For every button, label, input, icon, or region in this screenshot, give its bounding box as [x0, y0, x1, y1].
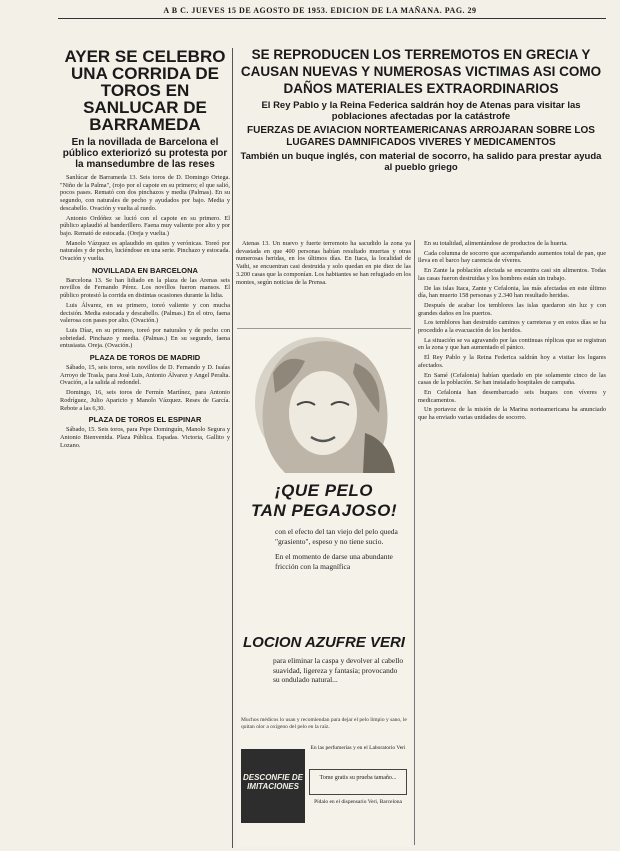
ad-headline-line1: ¡QUE PELO	[274, 481, 373, 500]
earthquake-deck-ship: También un buque inglés, con material de socorro, ha salido para prestar ayuda al pueblo griego	[240, 151, 602, 173]
right-paragraph: En su totalidad, alimentándose de productos de la huerta.	[424, 240, 568, 247]
left-paragraph: Sanlúcar de Barrameda 13. Seis toros de D. Domingo Ortega. "Niño de la Palma", (rojo por el capote en su primero; el que salió, pocos pases. Remató con dos pinchazos y media (Palmas). En su segundo, con naturales de pecho y ayudados por bajo. Media y descabello. Ovación y vuelta al ruedo.	[60, 174, 230, 212]
ad-copy-1: con el efecto del tan viejo del pelo queda "grasiento", espeso y no tiene sucio.	[275, 527, 398, 546]
running-head: A B C. JUEVES 15 DE AGOSTO DE 1953. EDICION DE LA MAÑANA. PAG. 29	[163, 6, 477, 15]
left-paragraph: Sábado, 15, seis toros, seis novillos de D. Fernando y D. Isaías Arroyo de Trasla, para José Luis, Antonio Álvarez y Angel Peralta. Ovación, a la salida al redondel.	[60, 364, 230, 387]
ad-headline-line2: TAN PEGAJOSO!	[251, 501, 397, 520]
left-column	[60, 48, 230, 848]
section-head-espinar: PLAZA DE TOROS EL ESPINAR	[88, 415, 202, 425]
left-paragraph: Barcelona 13. Se han lidiado en la plaza de las Arenas seis novillos de Fernando Pérez. Los novillos fueron mansos. El público protestó la corrida en distintas ocasiones durante la lidia.	[60, 276, 230, 300]
right-paragraph: De las islas Itaca, Zante y Cefalonia, las más afectadas en este último día, han muerto 158 personas y 2.340 han resultado heridas.	[418, 284, 606, 300]
earthquake-story-header	[236, 46, 606, 175]
right-paragraph: El Rey Pablo y la Reina Federica saldrán hoy a visitar los lugares afectados.	[418, 354, 606, 369]
left-paragraph: Antonio Ordóñez se lució con el capote en su primero. El público aplaudió al banderillero. Faena muy valiente por alto y por bajo. Remató de estocada. (Oreja y vuelta.)	[60, 214, 230, 237]
right-paragraph: En Cefalonia han desembarcado seis buques con víveres y medicamentos.	[418, 388, 606, 404]
hair-lotion-advertisement	[237, 328, 411, 847]
left-headline: AYER SE CELEBRO UNA CORRIDA DE TOROS EN SANLUCAR DE BARRAMEDA	[64, 48, 226, 134]
left-paragraph: Domingo, 16, seis toros de Fermín Martínez, para Antonio Rodríguez, Julio Aparicio y Manolo Vázquez. Reses de García. Rebote a las 6,30.	[60, 389, 230, 412]
ad-address: Pídalo en el dispensario Veri, Barcelona	[314, 799, 402, 805]
right-paragraph: En Zante la población afectada se encuentra casi sin alimentos. Todas las casas fueron destruidas y los hombres están sin trabajo.	[418, 267, 606, 282]
right-paragraph: Un portavoz de la misión de la Marina norteamericana ha anunciado que ha enviado varias unidades de socorro.	[418, 406, 606, 422]
earthquake-deck-king: El Rey Pablo y la Reina Federica saldrán hoy de Atenas para visitar las poblaciones afectadas por la catástrofe	[261, 100, 581, 122]
ad-sample-box: Tome gratis su prueba tamaño...	[309, 769, 407, 795]
left-paragraph: Luis Álvarez, en su primero, toreó valiente y con mucha decisión. Media estocada y descabello. (Palmas.) En el otro, faena valerosa con pases por alto. (Ovación.)	[60, 301, 230, 325]
ad-copy	[275, 527, 403, 571]
ad-footnote: Muchos médicos lo usan y recomiendan para dejar el pelo limpio y sano, le quitan olor a oxígeno del pelo en la raíz.	[241, 717, 407, 730]
section-head-barcelona: NOVILLADA EN BARCELONA	[92, 265, 198, 275]
right-paragraph: Después de acabar los temblores las islas quedaron sin luz y con grandes daños en los puertos.	[418, 301, 606, 317]
section-head-madrid: PLAZA DE TOROS DE MADRID	[89, 353, 201, 363]
earthquake-lead-paragraph: Atenas 13. Un nuevo y fuerte terremoto ha sacudido la zona ya devastada en que 400 personas habían resultado muertas y otras numerosas heridas, en los últimos días. En Itaca, la localidad de Vathi, se encuentran casi destruida y solo quedan en pie diez de las 3.200 casas que la componían. Los habitantes se han refugiado en los montes, según noticias de la Prensa.	[236, 240, 411, 286]
column-divider	[232, 48, 233, 848]
earthquake-lead	[236, 240, 411, 320]
right-paragraph: La situación se va agravando por las continuas réplicas que se registran en la zona y que han aumentado el pánico.	[418, 336, 606, 352]
column-divider	[414, 240, 415, 845]
right-paragraph: Cada columna de socorro que acompañando aumentos total de pan, que lleva en el barco hay carencia de víveres.	[418, 249, 606, 265]
ad-brand-name: LOCION AZUFRE VERI	[243, 634, 405, 651]
ad-copy-3: para eliminar la caspa y devolver al cabello suavidad, ligereza y fantasía; provocando su ondulado natural...	[273, 656, 404, 684]
ad-headline	[237, 481, 411, 521]
right-column	[418, 240, 606, 845]
ad-copy-2: En el momento de darse una abundante fricción con la magnífica	[275, 552, 393, 571]
right-paragraph: Los temblores han destruido caminos y carreteras y en estos días se ha procedido a la evacuación de los heridos.	[418, 319, 606, 335]
ad-availability: En las perfumerías y en el Laboratorio Veri	[310, 745, 406, 751]
ad-imitation-warning-badge: DESCONFIE DE IMITACIONES	[241, 749, 305, 823]
left-deck: En la novillada de Barcelona el público exteriorizó su protesta por la mansedumbre de las reses	[62, 137, 228, 170]
top-rule	[58, 18, 606, 19]
left-paragraph: Luis Díaz, en su primero, toreó por naturales y de pecho con sobriedad. Pinchazo y media. (Palmas.) En su segundo, faena entusiasta. Oreja. (Ovación.)	[60, 326, 230, 350]
left-paragraph: Manolo Vázquez es aplaudido en quites y verónicas. Toreó por naturales y de pecho, luciéndose en una serie. Pinchazo y estocada. Ovación y vuelta.	[60, 239, 230, 263]
left-paragraph: Sábado, 15. Seis toros, para Pepe Dominguín, Manolo Segura y Antonio Bienvenida. Plaza Pública. Espadas. Victoria, Gallito y Lozano.	[60, 426, 230, 449]
right-paragraph: En Samé (Cefalonia) habían quedado en pie solamente cinco de las casas de la población. Se han instalado hospitales de campaña.	[418, 371, 606, 387]
earthquake-deck-aviation: FUERZAS DE AVIACION NORTEAMERICANAS ARROJARAN SOBRE LOS LUGARES DAMNIFICADOS VIVERES Y MEDICAMENTOS	[247, 125, 595, 148]
earthquake-headline: SE REPRODUCEN LOS TERREMOTOS EN GRECIA Y CAUSAN NUEVAS Y NUMEROSAS VICTIMAS ASI COMO DAÑOS MATERIALES EXTRAORDINARIOS	[240, 47, 602, 96]
woman-portrait-illustration	[245, 333, 403, 479]
